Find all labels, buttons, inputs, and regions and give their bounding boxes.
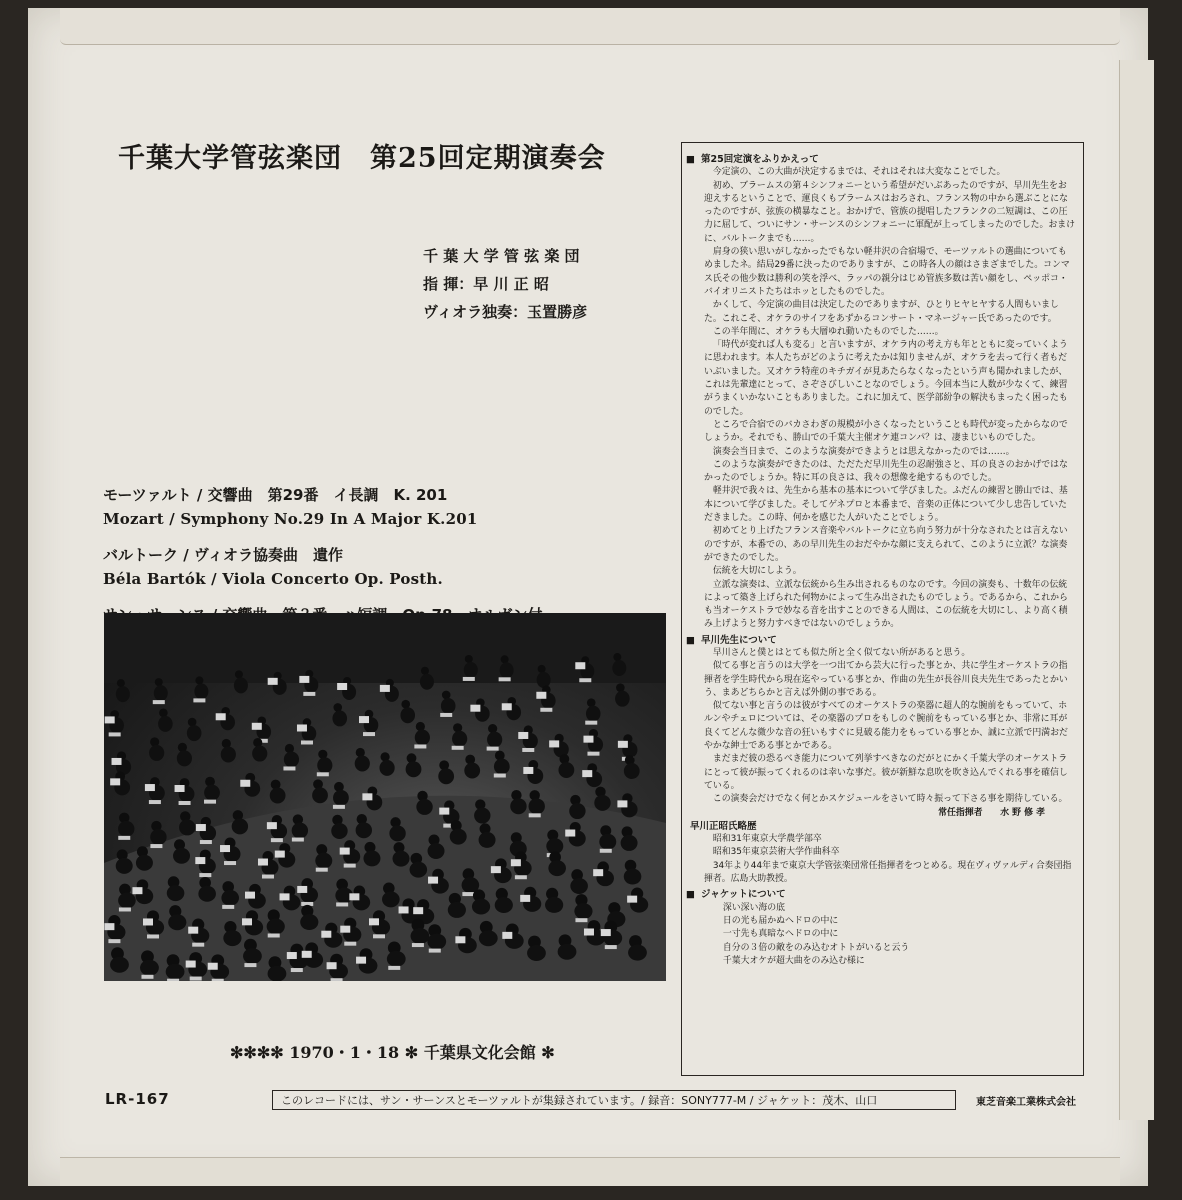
notes-paragraph: 似てない事と言うのは彼がすべてのオーケストラの楽器に超人的な腕前をもっていて、ホルンやチェロについては、その楽器のプロをもしのぐ腕前をもっている事とか、非常に耳が良くてどんな微少な音の狂いもすぐに見破る能力をもっている事とか、誠に立派で円満おだやかな紳士である事とかである。 (704, 701, 1068, 752)
sleeve-bottom-flap (60, 1157, 1120, 1186)
notes-paragraph: 早川さんと僕とはとても似た所と全く似てない所があると思う。 (712, 647, 971, 658)
program-item (103, 483, 543, 531)
orchestra-name: 千 葉 大 学 管 弦 楽 団 (423, 247, 580, 265)
liner-notes (681, 142, 1084, 1076)
orchestra-photo-drawing (104, 613, 666, 981)
poem-line: 自分の３倍の敵をのみ込むオトトがいると云う (722, 942, 910, 953)
notes-paragraph: まだまだ彼の恐るべき能力について列挙すべきなのだがとにかく千葉大学のオーケストラにとって彼が振ってくれるのは幸いな事だ。彼が新鮮な息吹を吹き込んでくれる事を確信している。 (704, 754, 1068, 791)
concert-title: 千葉大学管弦楽団 第25回定期演奏会 (118, 143, 606, 174)
poem-line: 一寸先も真暗なヘドロの中に (722, 929, 839, 940)
concert-date: ✻✻✻✻ 1970・1・18 ✻ (230, 1043, 419, 1062)
notes-paragraph: 演奏会当日まで、このような演奏ができようとは思えなかったのでは……。 (712, 446, 1015, 457)
bio-line: 昭和35年東京芸術大学作曲科卒 (712, 847, 840, 858)
program-item-jp: モーツァルト / 交響曲 第29番 イ長調 K. 201 (103, 486, 448, 504)
program-item-jp: バルトーク / ヴィオラ協奏曲 遺作 (103, 546, 344, 564)
poem-line: 千葉大オケが超大曲をのみ込む様に (722, 955, 865, 966)
program-item-en: Mozart / Symphony No.29 In A Major K.201 (103, 510, 478, 528)
notes-paragraph: 肩身の狭い思いがしなかったでもない軽井沢の合宿場で、モーツァルトの選曲についてもめましたネ。結局29番に決ったのでありますが、この時各人の顔はさまざまでした。コンマス氏その他少数は勝利の笑を浮べ、ラッパの親分はじめ管族多数は苦い顔をし、ペッポコ・バイオリニストたちはホッとしたものでした。 (704, 247, 1070, 297)
notes-paragraph: 伝統を大切にしよう。 (712, 566, 802, 577)
soloist-credit: ヴィオラ独奏：玉置勝彦 (423, 303, 588, 321)
program-item (103, 543, 543, 591)
notes-paragraph: 「時代が変れば人も変る」と言いますが、オケラ内の考え方も年とともに変っていくように思われます。本人たちがどのように考えたかは知りませんが、オケラを去って行く者もだいぶいました。又オケラ特産のキチガイが見あたらなくなったという声も聞かれましたが、これは先輩達にとって、さぞさびしいことなのでしょう。今回本当に人数が少なくて、練習がうまくいかないこともありました。これに加えて、医学部紛争の解決もまったく困ったものでした。 (704, 340, 1068, 417)
notes-paragraph: ところで合宿でのバカさわぎの規模が小さくなったということも時代が変ったからなのでしょうか。それでも、勝山での千葉大主催オケ連コンパ？は、凄まじいものでした。 (704, 419, 1068, 444)
notes-paragraph: この半年間に、オケラも大層ゆれ動いたものでした……。 (712, 326, 944, 337)
notes-section3-heading: ■ ジャケットについて (686, 888, 1075, 901)
poem-line: 深い深い海の底 (722, 902, 786, 913)
concert-venue: 千葉県文化会館 (423, 1043, 536, 1062)
publisher-name: 東芝音楽工業株式会社 (976, 1097, 1076, 1108)
notes-paragraph: かくして、今定演の曲目は決定したのでありますが、ひとりヒヤヒヤする人間もいました。これこそ、オケラのサイフをあずかるコンサート・マネージャー氏であったのです。 (704, 300, 1059, 324)
bio-line: 34年より44年まで東京大学管弦楽団常任指揮者をつとめる。現在ヴィヴァルディ合奏団指揮者。広島大助教授。 (704, 860, 1072, 885)
program-item-en: Béla Bartók / Viola Concerto Op. Posth. (103, 570, 443, 588)
sleeve-top-flap (60, 8, 1120, 45)
concert-date-venue (230, 1040, 555, 1063)
notes-paragraph: この演奏会だけでなく何とかスケジュールをさいて時々振って下さる事を期待している。 (712, 794, 1068, 805)
notes-paragraph: 軽井沢で我々は、先生から基本の基本について学びました。ふだんの練習と勝山では、基本について学びました。そしてゲネプロと本番まで、音楽の正体について少し忠告していただきました。この時、何かを感じた人がいたことでしょう。 (704, 486, 1068, 524)
catalog-number: LR-167 (105, 1090, 170, 1108)
notes-paragraph: 今定演の、この大曲が決定するまでは、それはそれは大変なことでした。 (712, 167, 1006, 178)
bio-line: 昭和31年東京大学農学部卒 (712, 834, 822, 845)
performer-credits (423, 242, 587, 326)
notes-paragraph: 初め、ブラームスの第４シンフォニーという希望がだいぶあったのですが、早川先生をお迎えするということで、運良くもブラームスはおろされ、フランス物の中から選ぶことになったのですが、弦族の横暴なこと。おかげで、管族の提唱したフランクの二短調は、この圧力に屈して、ついにサン・サーンスのシンフォニーに軍配が上ってしまったのでした。おまけに、バルトークまでも……。 (704, 180, 1076, 244)
notes-section1-heading: ■ 第25回定演をふりかえって (686, 153, 1075, 166)
bio-heading: 早川正昭氏略歴 (690, 820, 757, 832)
conductor-credit: 指 揮：早 川 正 昭 (423, 275, 549, 293)
notes-paragraph: 立派な演奏は、立派な伝統から生み出されるものなのです。今回の演奏も、十数年の伝統によって築き上げられた何物かによって生み出されたものでしょう。であるから、これからも当オーケストラで妙なる音を出すことのできる人間は、この伝統を大切にし、より高く積み上げようと努力すべきではないのでしょうか。 (704, 579, 1068, 630)
date-ornament: ✻ (541, 1043, 555, 1062)
orchestra-photo (104, 613, 666, 981)
notes-signature: 常任指揮者 水 野 修 孝 (938, 807, 1045, 818)
sleeve-right-flap (1119, 60, 1154, 1120)
recording-info: このレコードには、サン・サーンスとモーツァルトが集録されています。/ 録音：SONY777-M / ジャケット：茂木、山口 (272, 1090, 956, 1110)
notes-paragraph: 初めてとり上げたフランス音楽やバルトークに立ち向う努力が十分なされたとは言えないのですが、本番での、あの早川先生のおだやかな顔に支えられて、このように立派？な演奏ができたのでした。 (704, 526, 1068, 563)
notes-paragraph: 似てる事と言うのは大学を一つ出てから芸大に行った事とか、共に学生オーケストラの指揮者を学生時代から現在迄やっている事とか、作曲の先生が長谷川良夫先生であったとかいう、まあどちらかと言えば外側の事である。 (704, 661, 1068, 698)
notes-section2-heading: ■ 早川先生について (686, 634, 1075, 647)
poem-line: 日の光も届かぬヘドロの中に (722, 915, 839, 926)
notes-paragraph: このような演奏ができたのは、ただただ早川先生の忍耐強さと、耳の良さのおかげではなかったのでしょうか。特に耳の良さは、我々の想像を絶するものでした。 (704, 459, 1068, 484)
